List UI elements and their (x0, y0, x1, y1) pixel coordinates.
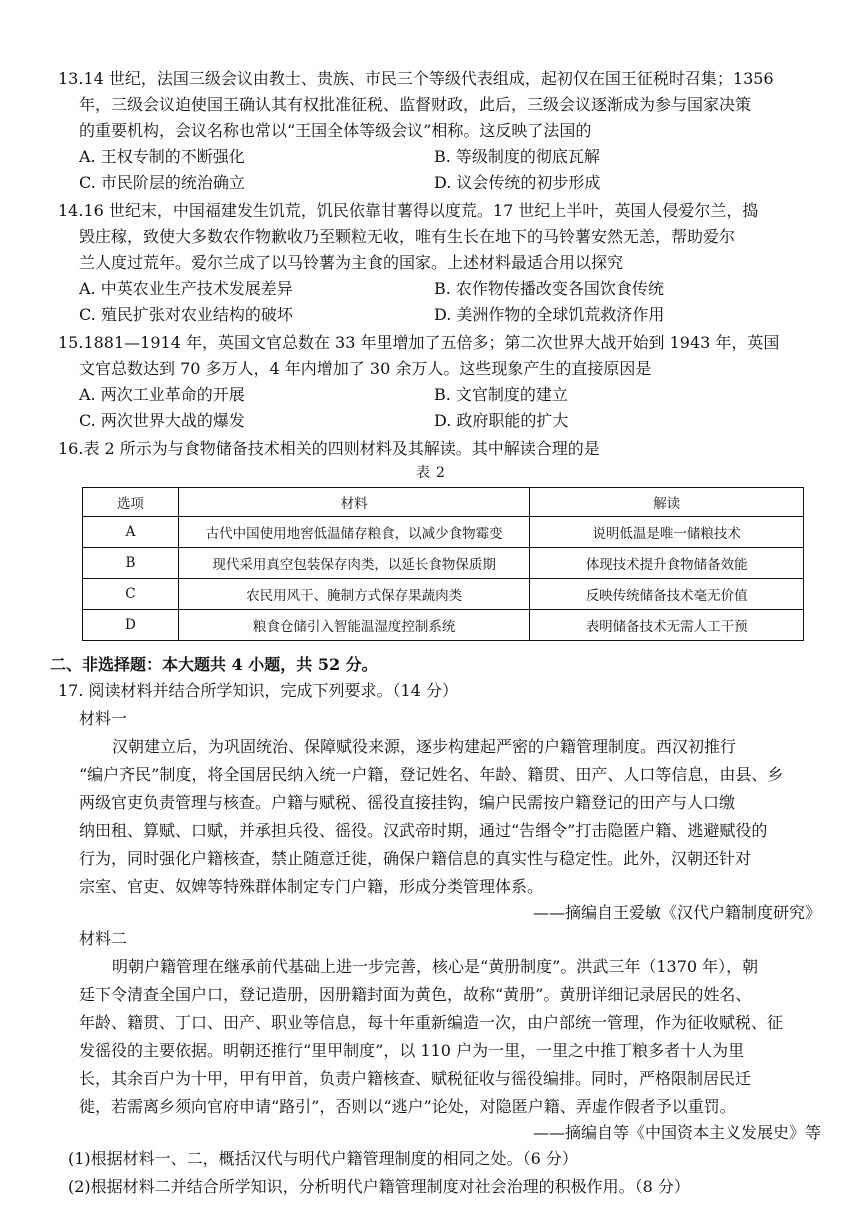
material-two-line: 年龄、籍贯、丁口、田产、职业等信息，每十年重新编造一次，由户部统一管理，作为征收赋税、征 (79, 1013, 784, 1032)
material-two-line: 廷下令清查全国户口，登记造册，因册籍封面为黄色，故称“黄册”。黄册详细记录居民的姓名、 (79, 985, 752, 1004)
q15-stem-line: 15.1881—1914 年，英国文官总数在 33 年里增加了五倍多；第二次世界大战开始到 1943 年，英国 (58, 333, 780, 352)
material-two-source: ——摘编自等《中国资本主义发展史》等 (532, 1123, 821, 1142)
q15-option-a: A. 两次工业革命的开展 (79, 385, 245, 404)
material-one-source: ——摘编自王爱敏《汉代户籍制度研究》 (532, 903, 821, 922)
q13-option-a: A. 王权专制的不断强化 (79, 147, 245, 166)
q14-stem-line: 14.16 世纪末，中国福建发生饥荒，饥民依靠甘薯得以度荒。17 世纪上半叶，英国人侵爱尔兰，捣 (58, 201, 759, 220)
material-one-line: “编户齐民”制度，将全国居民纳入统一户籍，登记姓名、年龄、籍贯、田产、人口等信息，由县、乡 (79, 765, 784, 784)
q16-stem: 16.表 2 所示为与食物储备技术相关的四则材料及其解读。其中解读合理的是 (58, 439, 600, 458)
material-one-line: 宗室、官吏、奴婢等特殊群体制定专门户籍，形成分类管理体系。 (79, 877, 544, 896)
table-cell: 表明储备技术无需人工干预 (530, 610, 804, 641)
q14-stem-line: 毁庄稼，致使大多数农作物歉收乃至颗粒无收，唯有生长在地下的马铃薯安然无恙，帮助爱尔 (79, 227, 736, 246)
q13-stem-line: 的重要机构，会议名称也常以“王国全体等级会议”相称。这反映了法国的 (79, 121, 592, 140)
q17-subquestion-1: (1)根据材料一、二，概括汉代与明代户籍管理制度的相同之处。（6 分） (68, 1149, 578, 1168)
table-row (83, 548, 804, 579)
table-cell: C (83, 579, 179, 610)
q17-intro: 17. 阅读材料并结合所学知识，完成下列要求。（14 分） (58, 681, 458, 700)
q15-option-c: C. 两次世界大战的爆发 (79, 411, 245, 430)
q14-option-c: C. 殖民扩张对农业结构的破坏 (79, 305, 293, 324)
table-cell: D (83, 610, 179, 641)
table-cell: 古代中国使用地窖低温储存粮食，以减少食物霉变 (178, 517, 530, 548)
q13-option-c: C. 市民阶层的统治确立 (79, 173, 245, 192)
q14-option-a: A. 中英农业生产技术发展差异 (79, 279, 293, 298)
table-header: 材料 (178, 488, 530, 517)
material-one-line: 行为，同时强化户籍核查，禁止随意迁徙，确保户籍信息的真实性与稳定性。此外，汉朝还针对 (79, 849, 752, 868)
material-two-line: 发徭役的主要依据。明朝还推行“里甲制度”，以 110 户为一里，一里之中推丁粮多者十人为里 (79, 1041, 745, 1060)
table-row (83, 610, 804, 641)
table-cell: 现代采用真空包装保存肉类，以延长食物保质期 (178, 548, 530, 579)
table-cell: 体现技术提升食物储备效能 (530, 548, 804, 579)
q13-stem-line: 13.14 世纪，法国三级会议由教士、贵族、市民三个等级代表组成，起初仅在国王征税时召集；1356 (58, 69, 774, 88)
table-header-row (83, 488, 804, 517)
material-two-line: 长，其余百户为十甲，甲有甲首，负责户籍核查、赋税征收与徭役编排。同时，严格限制居民迁 (79, 1069, 752, 1088)
q17-subquestion-2: (2)根据材料二并结合所学知识，分析明代户籍管理制度对社会治理的积极作用。（8 分） (68, 1177, 690, 1196)
material-two-line: 徙，若需离乡须向官府申请“路引”，否则以“逃户”论处，对隐匿户籍、弄虚作假者予以重罚。 (79, 1097, 736, 1116)
material-one-title: 材料一 (79, 709, 128, 728)
q13-option-d: D. 议会传统的初步形成 (434, 173, 601, 192)
q15-option-d: D. 政府职能的扩大 (434, 411, 569, 430)
table-row (83, 517, 804, 548)
table-caption: 表2 (416, 465, 451, 481)
q15-stem-line: 文官总数达到 70 多万人，4 年内增加了 30 余万人。这些现象产生的直接原因是 (79, 359, 652, 378)
q14-stem-line: 兰人度过荒年。爱尔兰成了以马铃薯为主食的国家。上述材料最适合用以探究 (79, 253, 624, 272)
q13-option-b: B. 等级制度的彻底瓦解 (434, 147, 600, 166)
material-one-line: 纳田租、算赋、口赋，并承担兵役、徭役。汉武帝时期，通过“告缗令”打击隐匿户籍、逃避赋役的 (79, 821, 768, 840)
table-cell: 农民用风干、腌制方式保存果蔬肉类 (178, 579, 530, 610)
section-heading: 二、非选择题：本大题共 4 小题，共 52 分。 (50, 655, 378, 674)
table-cell: B (83, 548, 179, 579)
material-two-title: 材料二 (79, 929, 128, 948)
q15-option-b: B. 文官制度的建立 (434, 385, 568, 404)
table-header: 解读 (530, 488, 804, 517)
table-row (83, 579, 804, 610)
table-header: 选项 (83, 488, 179, 517)
q14-option-d: D. 美洲作物的全球饥荒救济作用 (434, 305, 665, 324)
table-cell: 粮食仓储引入智能温湿度控制系统 (178, 610, 530, 641)
q13-stem-line: 年，三级会议迫使国王确认其有权批准征税、监督财政，此后，三级会议逐渐成为参与国家决策 (79, 95, 752, 114)
table-cell: 反映传统储备技术毫无价值 (530, 579, 804, 610)
material-one-line: 汉朝建立后，为巩固统治、保障赋役来源，逐步构建起严密的户籍管理制度。西汉初推行 (112, 737, 737, 756)
material-one-line: 两级官吏负责管理与核查。户籍与赋税、徭役直接挂钩，编户民需按户籍登记的田产与人口缴 (79, 793, 736, 812)
q14-option-b: B. 农作物传播改变各国饮食传统 (434, 279, 664, 298)
material-two-line: 明朝户籍管理在继承前代基础上进一步完善，核心是“黄册制度”。洪武三年（1370 年），朝 (112, 957, 759, 976)
table-cell: A (83, 517, 179, 548)
table-cell: 说明低温是唯一储粮技术 (530, 517, 804, 548)
q16-table (82, 487, 804, 641)
